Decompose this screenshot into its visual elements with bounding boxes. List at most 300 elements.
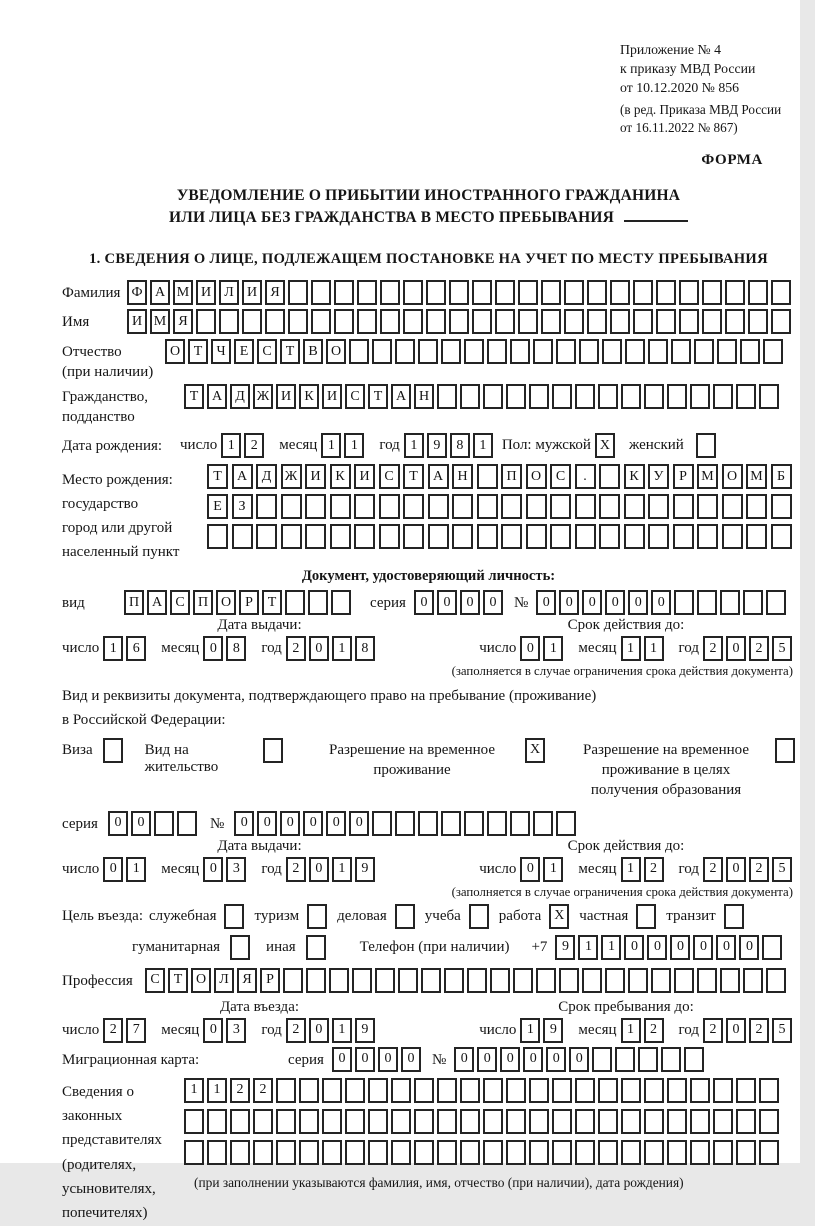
representatives-row3-boxes	[184, 1140, 782, 1165]
box-cell	[395, 811, 415, 836]
purpose-transit-label: транзит	[666, 907, 716, 924]
box-cell	[452, 524, 473, 549]
box-cell	[529, 1140, 549, 1165]
doc-number-boxes	[536, 590, 789, 615]
surname-boxes	[127, 280, 794, 305]
entry-dates-fields	[62, 1018, 795, 1043]
box-cell	[671, 339, 691, 364]
box-cell: Р	[260, 968, 280, 993]
box-cell	[414, 1109, 434, 1134]
box-cell	[628, 968, 648, 993]
issue-date-fields	[62, 636, 413, 661]
box-cell	[230, 1109, 250, 1134]
forma-label: ФОРМА	[701, 151, 763, 168]
box-cell: 9	[555, 935, 575, 960]
stay-doc-dates-fields	[62, 857, 795, 882]
box-cell	[285, 590, 305, 615]
box-cell: 1	[621, 1018, 641, 1043]
birthplace-label-line1: Место рождения:	[62, 472, 173, 489]
option-temp-residence	[309, 738, 545, 781]
box-cell	[403, 280, 423, 305]
box-cell	[587, 309, 607, 334]
box-cell: 0	[739, 935, 759, 960]
birthdate-row	[62, 433, 795, 458]
box-cell	[621, 1140, 641, 1165]
box-cell: 2	[286, 857, 306, 882]
stay-doc-intro-line1: Вид и реквизиты документа, подтверждающего право на пребывание (проживание)	[62, 688, 597, 705]
box-cell: 1	[621, 636, 641, 661]
purpose-study-checkbox	[469, 904, 489, 929]
box-cell: 0	[378, 1047, 398, 1072]
box-cell: 1	[543, 857, 563, 882]
stay-doc-valid-month-boxes	[621, 857, 667, 882]
migration-number-label: №	[431, 1051, 447, 1068]
migration-card-label: Миграционная карта:	[62, 1051, 200, 1068]
box-cell	[428, 524, 449, 549]
box-cell	[354, 494, 375, 519]
purpose-tourism-checkbox	[307, 904, 327, 929]
box-cell	[357, 309, 377, 334]
box-cell: 2	[244, 433, 264, 458]
option-residence-permit-checkbox	[263, 738, 283, 763]
box-cell	[746, 524, 767, 549]
box-cell	[372, 339, 392, 364]
box-cell	[299, 1109, 319, 1134]
box-cell: 0	[726, 1018, 746, 1043]
option-temp-residence-education-label: Разрешение на временное проживание в целях получения образования	[583, 741, 749, 799]
birthplace-block	[62, 464, 795, 564]
box-cell: С	[257, 339, 277, 364]
box-cell	[621, 1078, 641, 1103]
purpose-other-checkbox	[306, 935, 326, 960]
box-cell	[610, 309, 630, 334]
box-cell: 0	[651, 590, 671, 615]
box-cell	[487, 811, 507, 836]
birthplace-row1-boxes	[207, 464, 795, 489]
box-cell	[403, 309, 423, 334]
box-cell	[667, 1078, 687, 1103]
day-label: число	[479, 1021, 517, 1038]
box-cell: 1	[578, 935, 598, 960]
box-cell: 1	[332, 857, 352, 882]
box-cell: Т	[207, 464, 228, 489]
stay-doc-issue-day-boxes	[103, 857, 149, 882]
restriction-note: (заполняется в случае ограничения срока действия документа)	[451, 884, 793, 899]
valid-until-fields	[479, 636, 795, 661]
box-cell	[281, 524, 302, 549]
box-cell: 1	[184, 1078, 204, 1103]
box-cell: 1	[344, 433, 364, 458]
box-cell: 8	[355, 636, 375, 661]
box-cell	[575, 1109, 595, 1134]
box-cell: Я	[265, 280, 285, 305]
box-cell	[673, 524, 694, 549]
box-cell	[414, 1140, 434, 1165]
box-cell	[283, 968, 303, 993]
migration-series-boxes	[332, 1047, 424, 1072]
box-cell	[154, 811, 174, 836]
box-cell: 2	[703, 857, 723, 882]
box-cell: 0	[520, 636, 540, 661]
stay-doc-issue-month-boxes	[203, 857, 249, 882]
box-cell	[697, 590, 717, 615]
box-cell: 0	[309, 636, 329, 661]
box-cell	[771, 524, 792, 549]
box-cell: А	[232, 464, 253, 489]
box-cell: Ч	[211, 339, 231, 364]
box-cell: 2	[703, 636, 723, 661]
box-cell: 0	[477, 1047, 497, 1072]
box-cell	[276, 1109, 296, 1134]
box-cell	[541, 309, 561, 334]
box-cell	[556, 339, 576, 364]
box-cell: 1	[321, 433, 341, 458]
box-cell: 0	[569, 1047, 589, 1072]
migration-number-boxes	[454, 1047, 707, 1072]
valid-until-title: Срок действия до:	[567, 617, 685, 634]
purpose-row2	[132, 935, 795, 960]
form-title-line2-text: ИЛИ ЛИЦА БЕЗ ГРАЖДАНСТВА В МЕСТО ПРЕБЫВАНИЯ	[168, 209, 615, 226]
box-cell: Л	[214, 968, 234, 993]
box-cell	[599, 494, 620, 519]
box-cell: 9	[543, 1018, 563, 1043]
box-cell	[232, 524, 253, 549]
birthplace-row3-boxes	[207, 524, 795, 549]
box-cell: 0	[523, 1047, 543, 1072]
box-cell: 0	[414, 590, 434, 615]
birthplace-label-line4: населенный пункт	[62, 544, 180, 561]
box-cell	[526, 494, 547, 519]
patronymic-label-line2: (при наличии)	[62, 363, 154, 380]
box-cell	[418, 811, 438, 836]
purpose-row1	[62, 904, 795, 929]
box-cell	[464, 811, 484, 836]
month-label: месяц	[578, 1021, 617, 1038]
phone-prefix: +7	[531, 938, 548, 955]
box-cell: Я	[237, 968, 257, 993]
box-cell	[582, 968, 602, 993]
box-cell	[605, 968, 625, 993]
box-cell: 0	[559, 590, 579, 615]
box-cell	[299, 1140, 319, 1165]
entry-date-title: Дата въезда:	[219, 998, 300, 1015]
option-residence-permit-label: Вид на жительство	[144, 741, 219, 775]
box-cell: С	[170, 590, 190, 615]
box-cell	[550, 494, 571, 519]
box-cell	[334, 280, 354, 305]
box-cell	[674, 590, 694, 615]
stay-doc-dates	[62, 838, 795, 900]
box-cell: 2	[749, 857, 769, 882]
box-cell	[690, 384, 710, 409]
box-cell	[740, 339, 760, 364]
box-cell	[736, 1078, 756, 1103]
box-cell	[550, 524, 571, 549]
box-cell: Т	[168, 968, 188, 993]
box-cell	[533, 339, 553, 364]
box-cell	[305, 494, 326, 519]
box-cell: 0	[280, 811, 300, 836]
box-cell: 2	[230, 1078, 250, 1103]
birthplace-boxes	[207, 464, 795, 554]
box-cell: М	[697, 464, 718, 489]
box-cell	[690, 1109, 710, 1134]
box-cell	[449, 309, 469, 334]
purpose-transit-checkbox	[724, 904, 744, 929]
box-cell	[345, 1109, 365, 1134]
box-cell	[357, 280, 377, 305]
box-cell	[575, 1140, 595, 1165]
box-cell	[736, 384, 756, 409]
box-cell: А	[147, 590, 167, 615]
annex-line: от 16.11.2022 № 867)	[620, 120, 738, 136]
stay-doc-series-boxes	[108, 811, 200, 836]
stay-doc-number-label: №	[209, 815, 225, 832]
option-temp-residence-education-checkbox	[775, 738, 795, 763]
box-cell	[395, 339, 415, 364]
box-cell: О	[526, 464, 547, 489]
box-cell: 1	[103, 636, 123, 661]
purpose-official-checkbox	[224, 904, 244, 929]
box-cell	[391, 1109, 411, 1134]
box-cell	[219, 309, 239, 334]
box-cell: Б	[771, 464, 792, 489]
box-cell: 5	[772, 636, 792, 661]
purpose-work-label: работа	[498, 907, 542, 924]
box-cell	[763, 339, 783, 364]
box-cell	[697, 968, 717, 993]
box-cell	[759, 384, 779, 409]
box-cell: А	[150, 280, 170, 305]
month-label: месяц	[279, 437, 318, 454]
box-cell	[207, 1140, 227, 1165]
box-cell	[702, 309, 722, 334]
year-label: год	[678, 1021, 699, 1038]
box-cell	[648, 339, 668, 364]
box-cell	[529, 384, 549, 409]
box-cell	[437, 1109, 457, 1134]
purpose-business-label: деловая	[337, 907, 387, 924]
box-cell	[330, 494, 351, 519]
phone-label: Телефон (при наличии)	[359, 938, 510, 955]
box-cell	[428, 494, 449, 519]
box-cell	[426, 280, 446, 305]
box-cell	[771, 494, 792, 519]
box-cell	[265, 309, 285, 334]
box-cell	[559, 968, 579, 993]
box-cell: Т	[188, 339, 208, 364]
box-cell: Е	[207, 494, 228, 519]
box-cell: 0	[483, 590, 503, 615]
box-cell: П	[501, 464, 522, 489]
patronymic-row	[62, 339, 795, 382]
representatives-row2-boxes	[184, 1109, 782, 1134]
box-cell	[575, 384, 595, 409]
birthplace-label-line2: государство	[62, 496, 139, 513]
box-cell	[368, 1140, 388, 1165]
doc-kind-boxes	[124, 590, 354, 615]
box-cell: 1	[332, 636, 352, 661]
stay-day-boxes	[520, 1018, 566, 1043]
stay-doc-valid-day-boxes	[520, 857, 566, 882]
box-cell: Ж	[281, 464, 302, 489]
form-title	[62, 185, 795, 230]
box-cell: И	[242, 280, 262, 305]
patronymic-label-line1: Отчество	[62, 344, 122, 361]
box-cell	[743, 968, 763, 993]
representatives-label-line: (родителях,	[62, 1156, 137, 1173]
representatives-label-line: Сведения о	[62, 1083, 134, 1100]
box-cell: Н	[414, 384, 434, 409]
box-cell	[598, 1109, 618, 1134]
box-cell: 0	[546, 1047, 566, 1072]
box-cell	[746, 494, 767, 519]
representatives-label-line: представителях	[62, 1132, 162, 1149]
box-cell	[713, 1109, 733, 1134]
birthdate-year-boxes	[404, 433, 496, 458]
annex-edit-note	[620, 101, 815, 137]
annex-line: (в ред. Приказа МВД России	[620, 102, 782, 118]
box-cell: 5	[772, 1018, 792, 1043]
section1-heading: 1. СВЕДЕНИЯ О ЛИЦЕ, ПОДЛЕЖАЩЕМ ПОСТАНОВКЕ НА УЧЕТ ПО МЕСТУ ПРЕБЫВАНИЯ	[89, 251, 768, 268]
box-cell	[736, 1140, 756, 1165]
box-cell: 3	[226, 857, 246, 882]
citizenship-row	[62, 384, 795, 427]
box-cell	[256, 494, 277, 519]
box-cell	[242, 309, 262, 334]
stay-doc-options	[62, 738, 795, 801]
entry-date-fields	[62, 1018, 413, 1043]
box-cell	[207, 524, 228, 549]
issue-date-title: Дата выдачи:	[217, 617, 302, 634]
box-cell	[690, 1140, 710, 1165]
box-cell: 9	[355, 1018, 375, 1043]
box-cell	[624, 494, 645, 519]
box-cell	[322, 1078, 342, 1103]
box-cell	[403, 524, 424, 549]
stay-doc-issue-year-boxes	[286, 857, 378, 882]
box-cell	[748, 280, 768, 305]
box-cell: 1	[621, 857, 641, 882]
issue-year-boxes	[286, 636, 378, 661]
box-cell	[766, 968, 786, 993]
box-cell: 0	[332, 1047, 352, 1072]
box-cell	[418, 339, 438, 364]
box-cell: 0	[520, 857, 540, 882]
box-cell: 2	[644, 857, 664, 882]
annex-reference	[620, 40, 815, 138]
box-cell	[288, 309, 308, 334]
box-cell: Я	[173, 309, 193, 334]
box-cell	[207, 1109, 227, 1134]
box-cell	[308, 590, 328, 615]
box-cell: 0	[693, 935, 713, 960]
representatives-label	[62, 1078, 184, 1226]
box-cell	[460, 1109, 480, 1134]
sex-male-checkbox: X	[595, 433, 615, 458]
birthdate-label: Дата рождения:	[62, 438, 163, 455]
box-cell	[575, 524, 596, 549]
box-cell	[460, 1078, 480, 1103]
box-cell	[177, 811, 197, 836]
box-cell: 1	[473, 433, 493, 458]
citizenship-label-line1: Гражданство,	[62, 389, 149, 406]
box-cell: Т	[262, 590, 282, 615]
box-cell: 0	[203, 857, 223, 882]
box-cell: 1	[207, 1078, 227, 1103]
day-label: число	[180, 437, 218, 454]
box-cell	[621, 384, 641, 409]
annex-line: от 10.12.2020 № 856	[620, 80, 740, 96]
box-cell: И	[305, 464, 326, 489]
box-cell	[345, 1078, 365, 1103]
box-cell: Р	[239, 590, 259, 615]
box-cell	[702, 280, 722, 305]
box-cell: 2	[103, 1018, 123, 1043]
box-cell: М	[746, 464, 767, 489]
box-cell	[661, 1047, 681, 1072]
box-cell	[644, 384, 664, 409]
box-cell: З	[232, 494, 253, 519]
representatives-row1-boxes	[184, 1078, 782, 1103]
stay-doc-valid-year-boxes	[703, 857, 795, 882]
box-cell: 0	[309, 857, 329, 882]
box-cell	[460, 1140, 480, 1165]
box-cell: 2	[703, 1018, 723, 1043]
annex-line: Приложение № 4	[620, 42, 722, 57]
migration-card-row	[62, 1047, 795, 1072]
representatives-note: (при заполнении указываются фамилия, имя, отчество (при наличии), дата рождения)	[194, 1174, 684, 1190]
box-cell: 1	[332, 1018, 352, 1043]
phone-boxes	[555, 935, 785, 960]
box-cell: 0	[309, 1018, 329, 1043]
box-cell: 0	[670, 935, 690, 960]
box-cell	[722, 494, 743, 519]
box-cell: Т	[368, 384, 388, 409]
year-label: год	[261, 860, 282, 877]
box-cell	[690, 1078, 710, 1103]
box-cell	[437, 1140, 457, 1165]
valid-year-boxes	[703, 636, 795, 661]
year-label: год	[678, 640, 699, 657]
box-cell	[379, 494, 400, 519]
box-cell	[276, 1078, 296, 1103]
box-cell: 0	[303, 811, 323, 836]
box-cell: О	[216, 590, 236, 615]
box-cell: И	[354, 464, 375, 489]
box-cell	[644, 1109, 664, 1134]
box-cell: 7	[126, 1018, 146, 1043]
box-cell	[490, 968, 510, 993]
purpose-humanitarian-label: гуманитарная	[132, 938, 221, 955]
year-label: год	[379, 437, 400, 454]
stay-doc-intro-line2: в Российской Федерации:	[62, 711, 226, 728]
month-label: месяц	[578, 860, 617, 877]
box-cell: Ф	[127, 280, 147, 305]
purpose-work-checkbox: X	[549, 904, 569, 929]
box-cell: 0	[103, 857, 123, 882]
box-cell	[460, 384, 480, 409]
birthdate-month-boxes	[321, 433, 367, 458]
box-cell: 0	[605, 590, 625, 615]
box-cell	[725, 280, 745, 305]
box-cell: М	[173, 280, 193, 305]
box-cell	[624, 524, 645, 549]
stay-doc-series-row	[62, 811, 795, 836]
box-cell: 0	[624, 935, 644, 960]
box-cell	[322, 1140, 342, 1165]
box-cell	[602, 339, 622, 364]
